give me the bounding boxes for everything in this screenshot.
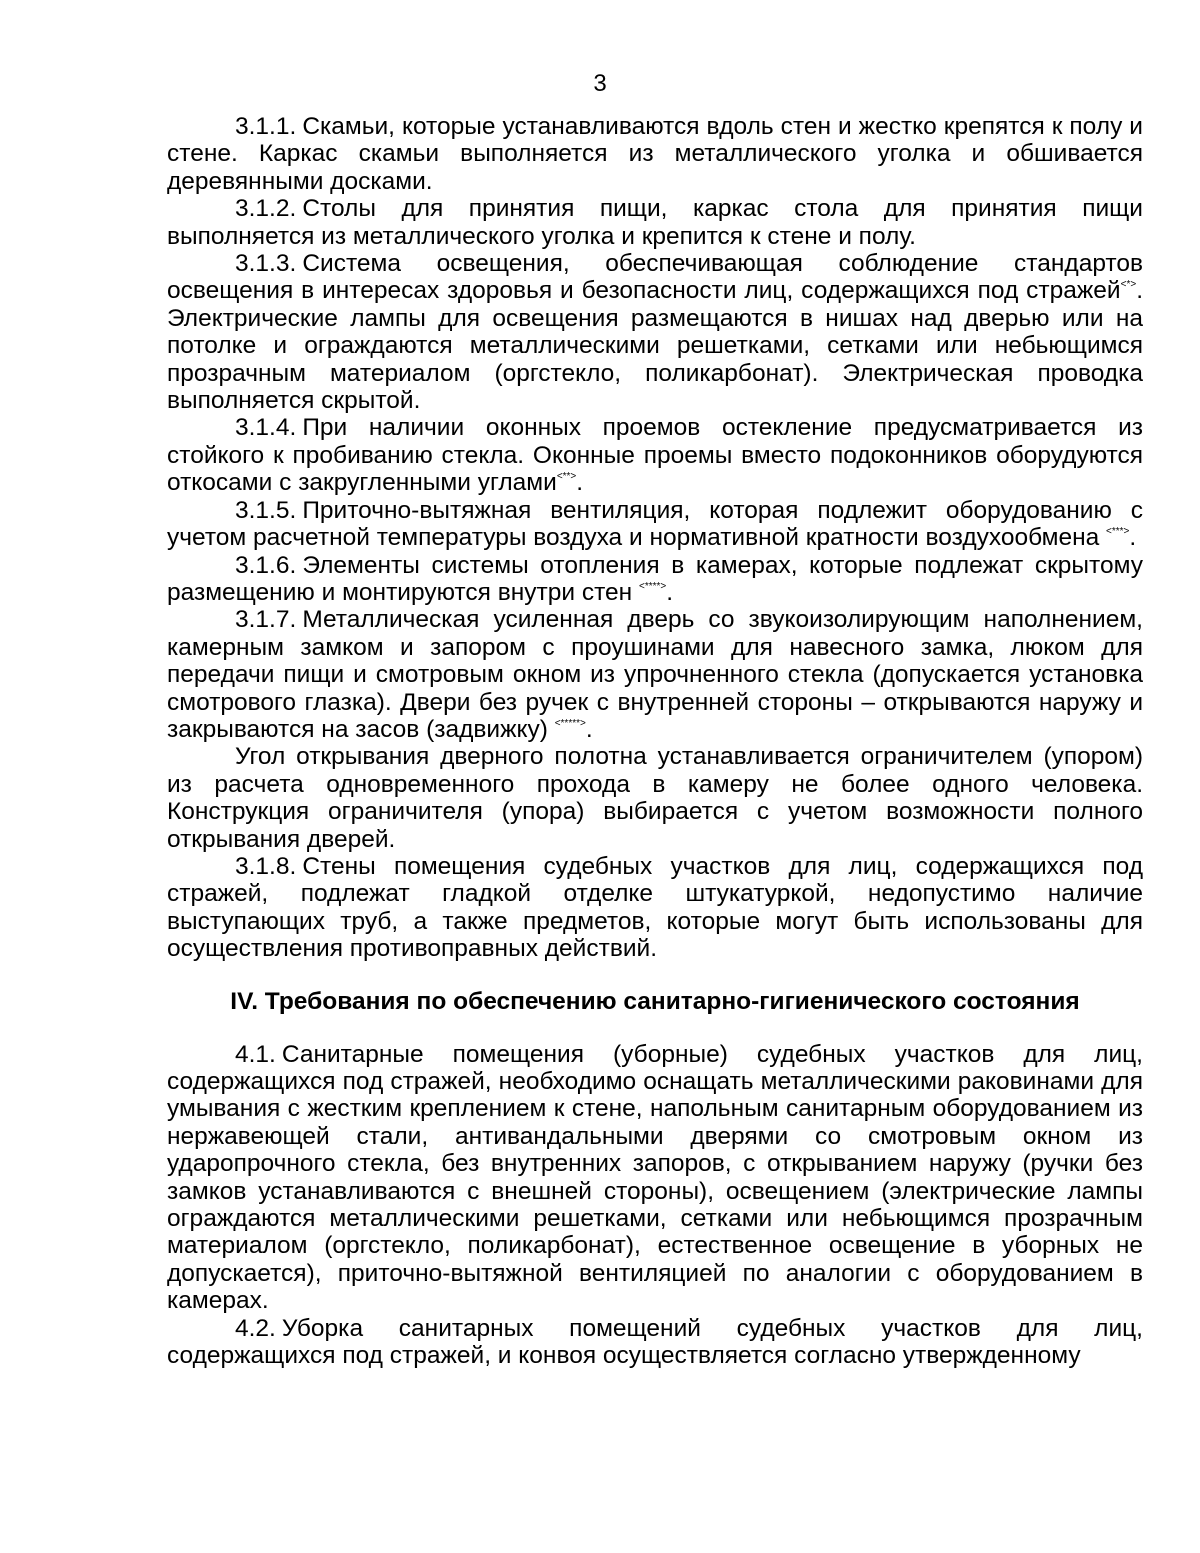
paragraph bbox=[167, 497, 1143, 552]
paragraph-number: 4.2. bbox=[235, 1314, 276, 1342]
paragraph-text: Угол открывания дверного полотна устанавливается ограничителем (упором) из расчета одновременного прохода в камеру не более одного человека. Конструкция ограничителя (упора) выбирается с учетом возможности полного открывания дверей. bbox=[167, 743, 1143, 853]
paragraph-number: 3.1.5. bbox=[235, 496, 297, 524]
paragraph-text: Столы для принятия пищи, каркас стола для принятия пищи выполняется из металлического уголка и крепится к стене и полу. bbox=[167, 195, 1143, 250]
paragraph bbox=[167, 743, 1143, 853]
footnote-marker: <*****> bbox=[554, 717, 586, 729]
paragraph-text: . Электрические лампы для освещения размещаются в нишах над дверью или на потолке и ограждаются металлическими решетками, сетками или небьющимся прозрачным материалом (оргстекло, поликарбонат). Электрическая проводка выполняется скрытой. bbox=[167, 277, 1143, 415]
paragraph bbox=[167, 195, 1143, 250]
paragraph-text: Скамьи, которые устанавливаются вдоль стен и жестко крепятся к полу и стене. Каркас скамьи выполняется из металлического уголка и обшивается деревянными досками. bbox=[167, 113, 1143, 195]
footnote-marker: <*> bbox=[1120, 279, 1137, 291]
paragraph-text: Элементы системы отопления в камерах, которые подлежат скрытому размещению и монтируются внутри стен bbox=[167, 551, 1143, 606]
paragraph-text: . bbox=[666, 578, 674, 606]
paragraph-text: Стены помещения судебных участков для лиц, содержащихся под стражей, подлежат гладкой отделке штукатуркой, недопустимо наличие выступающих труб, а также предметов, которые могут быть использованы для осуществления противоправных действий. bbox=[167, 852, 1143, 963]
paragraph-text: Приточно-вытяжная вентиляция, которая подлежит оборудованию с учетом расчетной температуры воздуха и нормативной кратности воздухообмена bbox=[167, 496, 1143, 552]
section-4-paragraphs bbox=[167, 1041, 1143, 1370]
paragraph-text: Металлическая усиленная дверь со звукоизолирующим наполнением, камерным замком и запором с проушинами для навесного замка, люком для передачи пищи и смотровым окном из упрочненного стекла (допускается установка смотрового глазка). Двери без ручек с внутренней стороны – открываются наружу и закрываются на засов (задвижку) bbox=[167, 606, 1143, 743]
paragraph bbox=[167, 250, 1143, 414]
paragraph bbox=[167, 552, 1143, 607]
footnote-marker: <***> bbox=[1106, 526, 1130, 538]
paragraph-text: . bbox=[576, 469, 584, 497]
paragraph bbox=[167, 1041, 1143, 1315]
paragraph-text: Система освещения, обеспечивающая соблюдение стандартов освещения в интересах здоровья и безопасности лиц, содержащихся под стражей bbox=[167, 250, 1143, 305]
paragraph-number: 3.1.1. bbox=[235, 113, 297, 140]
paragraph bbox=[167, 606, 1143, 743]
paragraph bbox=[167, 414, 1143, 496]
paragraph-text: При наличии оконных проемов остекление предусматривается из стойкого к пробиванию стекла. Оконные проемы вместо подоконников оборудуются откосами с закругленными углами bbox=[167, 414, 1143, 497]
paragraph-number: 3.1.7. bbox=[235, 606, 297, 634]
paragraph-text: Санитарные помещения (уборные) судебных участков для лиц, содержащихся под стражей, необходимо оснащать металлическими раковинами для умывания с жестким креплением к стене, напольным санитарным оборудованием из нержавеющей стали, антивандальными дверями со смотровым окном из ударопрочного стекла, без внутренних запоров, с открыванием наружу (ручки без замков устанавливаются с внешней стороны), освещением (электрические лампы ограждаются металлическими решетками, сетками или небьющимся прозрачным материалом (оргстекло, поликарбонат), естественное освещение в уборных не допускается), приточно-вытяжной вентиляцией по аналогии с оборудованием в камерах. bbox=[167, 1040, 1143, 1315]
paragraph-number: 4.1. bbox=[235, 1040, 276, 1068]
page-number: 3 bbox=[593, 70, 607, 97]
paragraph-number: 3.1.3. bbox=[235, 250, 297, 278]
paragraph-number: 3.1.6. bbox=[235, 551, 297, 579]
paragraph-number: 3.1.4. bbox=[235, 414, 297, 442]
document-body bbox=[167, 113, 1143, 1369]
paragraph bbox=[167, 853, 1143, 963]
section-3-paragraphs bbox=[167, 113, 1143, 963]
paragraph-number: 3.1.2. bbox=[235, 195, 297, 223]
paragraph-text: Уборка санитарных помещений судебных участков для лиц, содержащихся под стражей, и конвоя осуществляется согласно утвержденному bbox=[167, 1314, 1143, 1370]
footnote-marker: <****> bbox=[638, 580, 667, 592]
paragraph bbox=[167, 113, 1143, 195]
section-4-heading: IV. Требования по обеспечению санитарно-гигиенического состояния bbox=[230, 987, 1080, 1015]
paragraph bbox=[167, 1315, 1143, 1370]
paragraph-text: . bbox=[1129, 524, 1137, 552]
paragraph-number: 3.1.8. bbox=[235, 852, 297, 880]
footnote-marker: <**> bbox=[556, 471, 577, 483]
paragraph-text: . bbox=[585, 715, 593, 743]
